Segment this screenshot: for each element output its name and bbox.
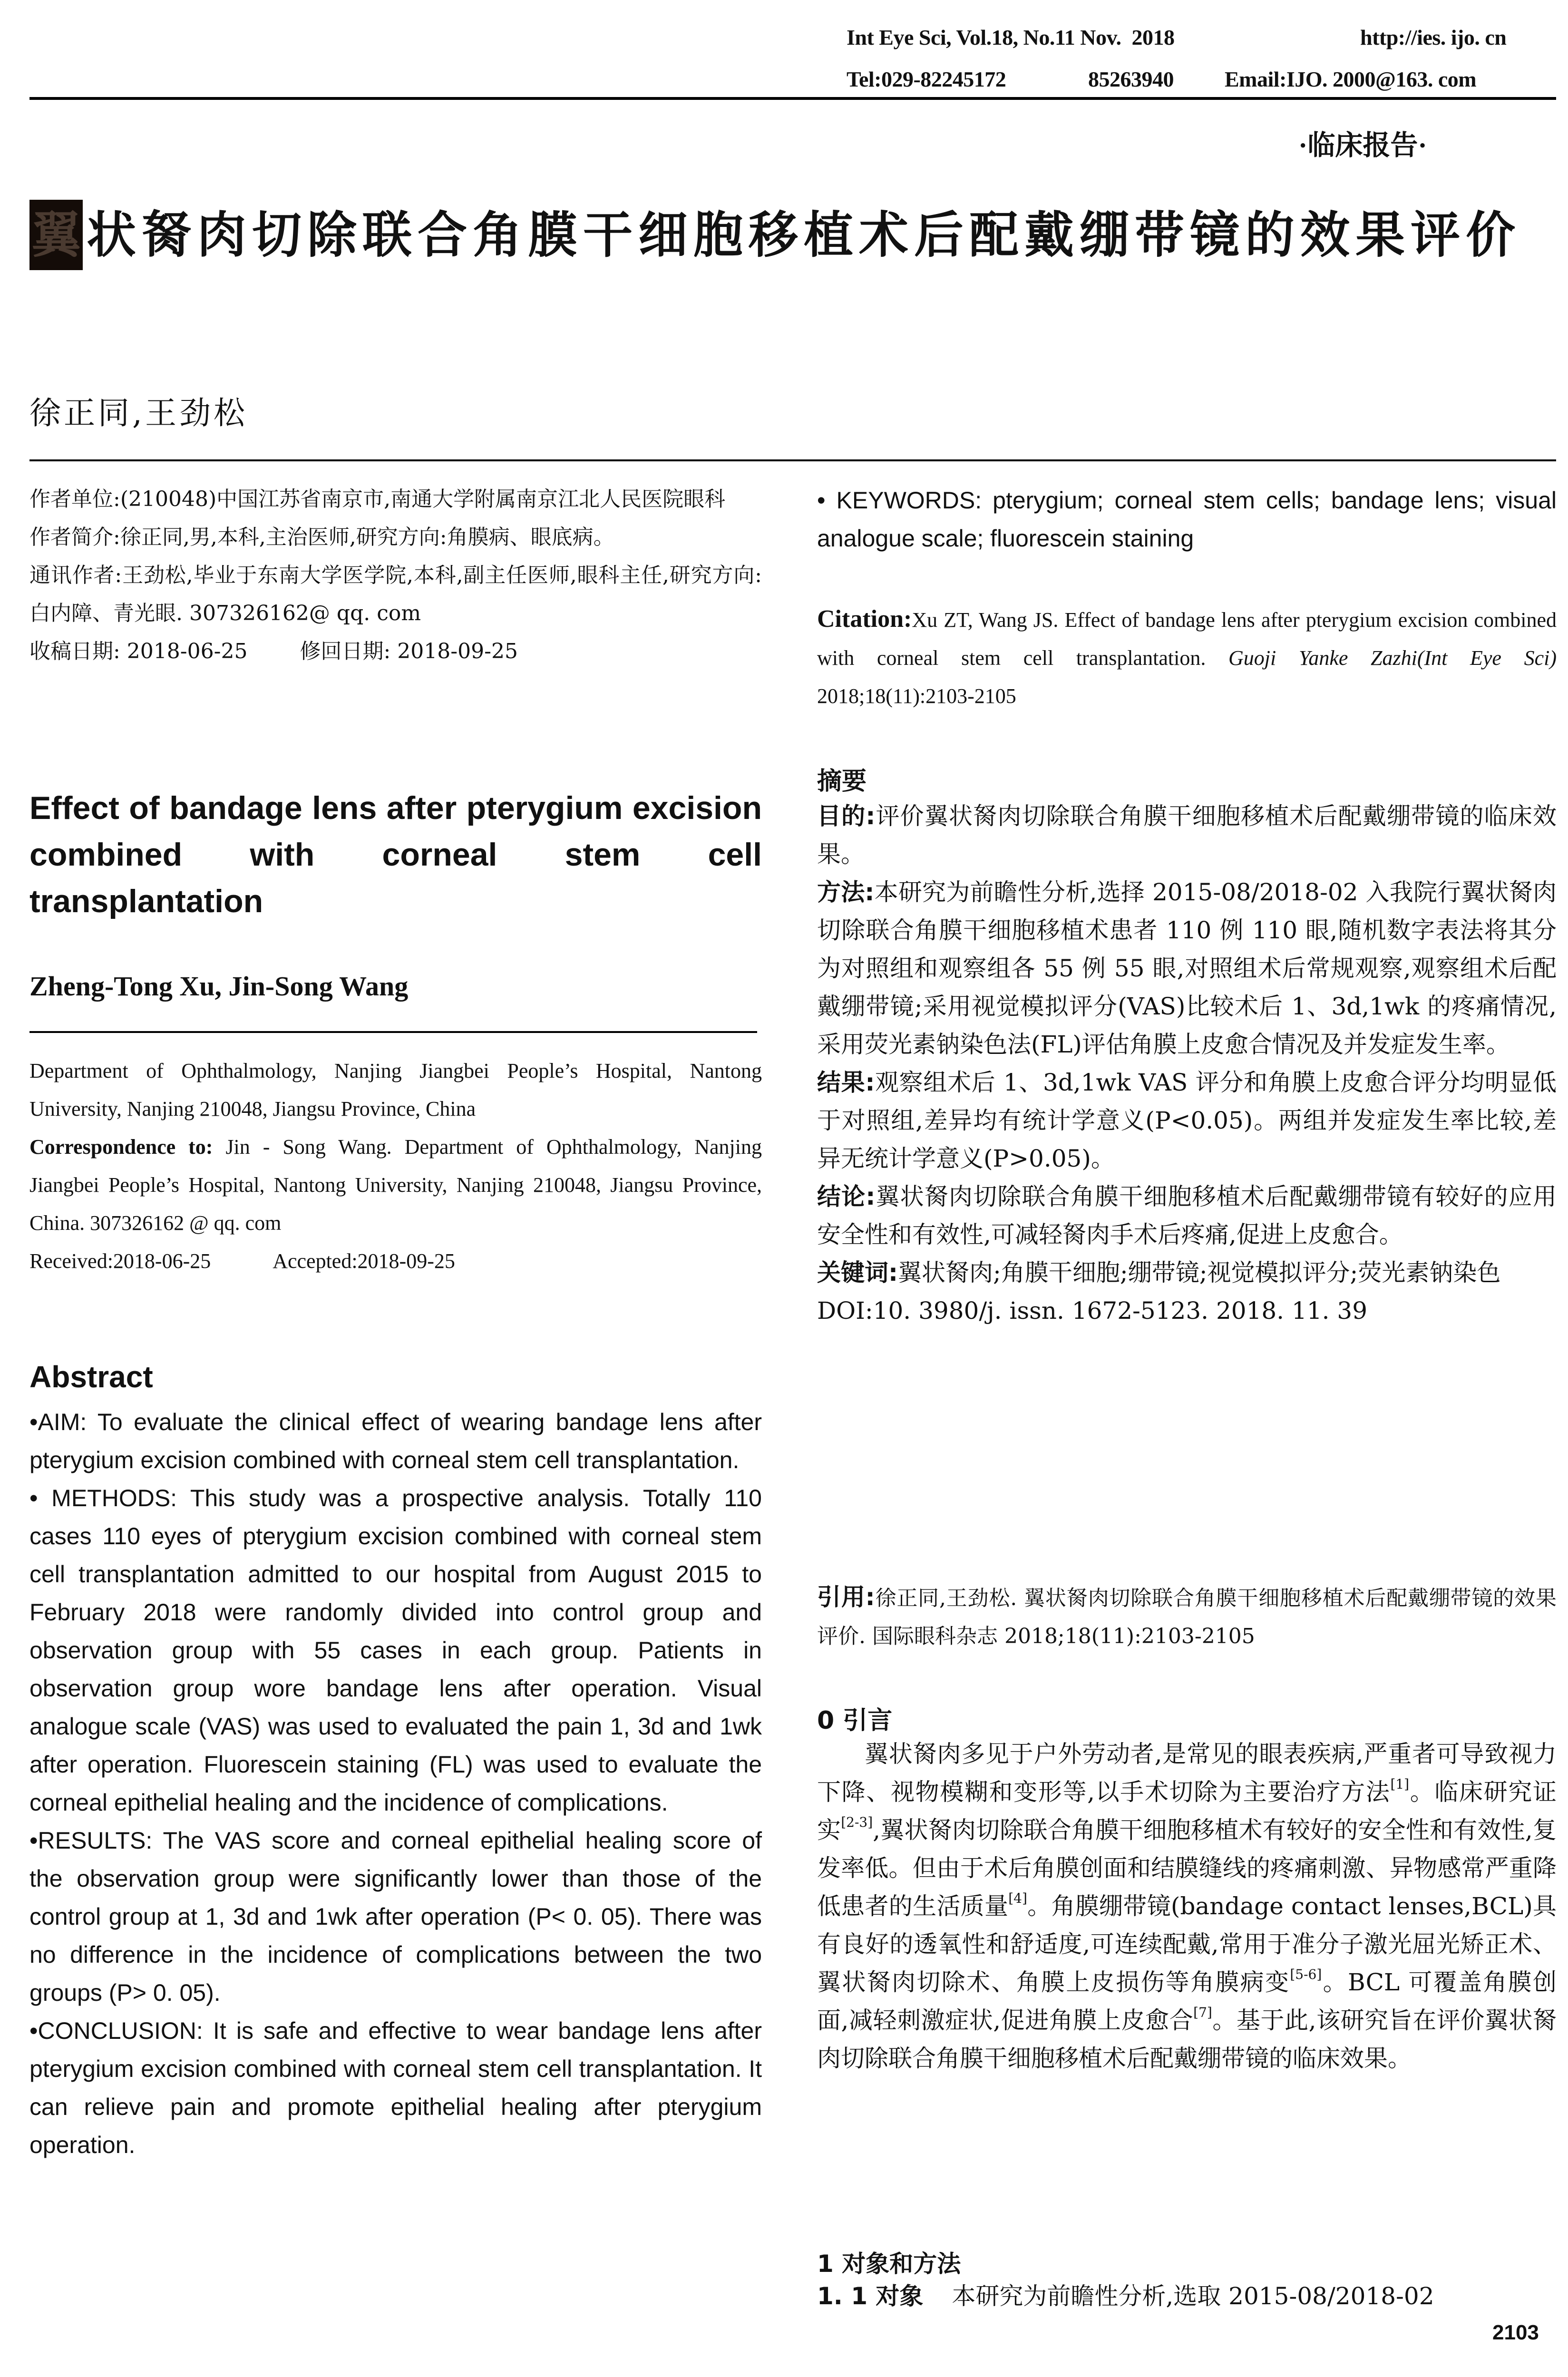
cn-methods-label: 方法: [817, 878, 875, 906]
cn-abstract-body [817, 797, 1557, 1330]
author-unit: 作者单位:(210048)中国江苏省南京市,南通大学附属南京江北人民医院眼科 [29, 487, 726, 511]
cn-methods [817, 873, 1557, 1063]
citation-journal: Guoji Yanke Zazhi(Int Eye Sci) [1228, 646, 1557, 670]
ref-5[interactable]: [7] [1193, 2005, 1212, 2020]
abstract-conclusion: •CONCLUSION: It is safe and effective to wear bandage lens after pterygium excision combined with corneal stem cell transplantation. It can relieve pain and promote epithelial healing after pterygium operation. [29, 2017, 762, 2158]
received-date-cn: 收稿日期: 2018-06-25 [29, 639, 248, 663]
intro-text-2: 。临床研究证实 [817, 1778, 1557, 1844]
authors-cn: 徐正同,王劲松 [29, 395, 248, 431]
citation-cn-text: 徐正同,王劲松. 翼状胬肉切除联合角膜干细胞移植术后配戴绷带镜的效果评价. 国际眼科杂志 2018;18(11):2103-2105 [817, 1586, 1557, 1648]
cn-aim [817, 797, 1557, 873]
abstract-heading: Abstract [29, 1360, 153, 1394]
cn-abstract-heading: 摘要 [817, 767, 867, 796]
abstract-methods: • METHODS: This study was a prospective analysis. Totally 110 cases 110 eyes of pterygium excision combined with corneal stem cell transplantation admitted to our hospital from August 2015 to February 2018 were randomly divided into control group and observation group with 55 cases in each group. Patients in observation group wore bandage lens after operation. Visual analogue scale (VAS) was used to evaluated the pain 1, 3d and 1wk after operation. Fluorescein staining (FL) was used to evaluate the corneal epithelial healing and the incidence of complications. [29, 1485, 762, 1816]
authors-rule [29, 1031, 757, 1033]
methods-subsection [817, 2277, 1557, 2315]
intro-heading: 0 引言 [817, 1706, 893, 1735]
cn-results [817, 1063, 1557, 1178]
title-text: 状胬肉切除联合角膜干细胞移植术后配戴绷带镜的效果评价 [87, 206, 1521, 264]
title-rule [29, 459, 1556, 461]
authors-en: Zheng-Tong Xu, Jin-Song Wang [29, 971, 409, 1002]
intro-text-3: ,翼状胬肉切除联合角膜干细胞移植术有较好的安全性和有效性,复发率低。但由于术后角膜创面和结膜缝线的疼痛刺激、异物感常严重降低患者的生活质量 [817, 1816, 1557, 1920]
journal-tel-2: 85263940 [1088, 67, 1174, 91]
affiliation-block [29, 1052, 762, 1280]
journal-volume-info: Int Eye Sci, Vol.18, No.11 Nov. 2018 [847, 25, 1175, 49]
citation-tail: 2018;18(11):2103-2105 [817, 684, 1016, 708]
author-bio: 作者简介:徐正同,男,本科,主治医师,研究方向:角膜病、眼底病。 [29, 525, 614, 549]
citation-en [817, 600, 1557, 715]
correspondence-text: Jin - Song Wang. Department of Ophthalmology, Nanjing Jiangbei People’s Hospital, Nantong University, Nanjing 210048, Jiangsu Province, China. 307326162 @ qq. com [29, 1135, 762, 1235]
cn-results-label: 结果: [817, 1069, 875, 1096]
methods-sub-text: 本研究为前瞻性分析,选取 2015-08/2018-02 [952, 2282, 1434, 2310]
cn-keywords-text: 翼状胬肉;角膜干细胞;绷带镜;视觉模拟评分;荧光素钠染色 [898, 1259, 1501, 1286]
intro-text-4: 。角膜绷带镜(bandage contact lenses,BCL)具有良好的透氧性和舒适度,可连续配戴,常用于准分子激光屈光矫正术、翼状胬肉切除术、角膜上皮损伤等角膜病变 [817, 1892, 1557, 1996]
article-title-en: Effect of bandage lens after pterygium excision combined with corneal stem cell transplantation [29, 790, 762, 919]
article-title-cn [29, 200, 1566, 270]
cn-keywords [817, 1254, 1557, 1292]
cn-conclusion [817, 1178, 1557, 1254]
page-number: 2103 [1492, 2321, 1539, 2344]
abstract-body [29, 1403, 762, 2164]
cn-aim-text: 评价翼状胬肉切除联合角膜干细胞移植术后配戴绷带镜的临床效果。 [817, 802, 1557, 868]
author-info-block [29, 480, 762, 671]
intro-paragraph [817, 1735, 1557, 2077]
cn-conclusion-text: 翼状胬肉切除联合角膜干细胞移植术后配戴绷带镜有较好的应用安全性和有效性,可减轻胬肉手术后疼痛,促进上皮愈合。 [817, 1183, 1557, 1248]
intro-text-5: 。BCL 可覆盖角膜创面,减轻刺激症状,促进角膜上皮愈合 [817, 1968, 1557, 2034]
citation-label: Citation: [817, 605, 912, 633]
correspondence-label: Correspondence to: [29, 1135, 213, 1159]
ref-4[interactable]: [5-6] [1290, 1967, 1322, 1982]
affiliation-en: Department of Ophthalmology, Nanjing Jiangbei People’s Hospital, Nantong University, Nanjing 210048, Jiangsu Province, China [29, 1059, 762, 1120]
cn-keywords-label: 关键词: [817, 1259, 898, 1286]
correspondence-en [29, 1128, 762, 1242]
cn-results-text: 观察组术后 1、3d,1wk VAS 评分和角膜上皮愈合评分均明显低于对照组,差异均有统计学意义(P<0.05)。两组并发症发生率比较,差异无统计学意义(P>0.05)。 [817, 1069, 1557, 1172]
revised-date-cn: 修回日期: 2018-09-25 [300, 639, 518, 663]
abstract-results: •RESULTS: The VAS score and corneal epithelial healing score of the observation group were significantly lower than those of the control group at 1, 3d and 1wk after operation (P< 0. 05). There was no difference in the incidence of complications between the two groups (P> 0. 05). [29, 1827, 762, 2006]
abstract-aim: •AIM: To evaluate the clinical effect of wearing bandage lens after pterygium excision combined with corneal stem cell transplantation. [29, 1409, 762, 1473]
dates-en [29, 1242, 762, 1280]
cn-conclusion-label: 结论: [817, 1183, 876, 1210]
intro-text-6: 。基于此,该研究旨在评价翼状胬肉切除联合角膜干细胞移植术后配戴绷带镜的临床效果。 [817, 2007, 1557, 2072]
ref-1[interactable]: [1] [1390, 1776, 1410, 1792]
citation-cn [817, 1578, 1557, 1656]
intro-text-1: 翼状胬肉多见于户外劳动者,是常见的眼表疾病,严重者可导致视力下降、视物模糊和变形等,以手术切除为主要治疗方法 [817, 1740, 1557, 1806]
header-rule [29, 97, 1556, 100]
citation-text: Xu ZT, Wang JS. Effect of bandage lens after pterygium excision combined with corneal stem cell transplantation. [817, 608, 1557, 670]
title-drop-cap: 翼 [29, 200, 83, 270]
ref-3[interactable]: [4] [1008, 1890, 1027, 1906]
cn-aim-label: 目的: [817, 802, 876, 830]
corresponding-author: 通讯作者:王劲松,毕业于东南大学医学院,本科,副主任医师,眼科主任,研究方向:白内障、青光眼. 307326162@ qq. com [29, 563, 762, 625]
dates-cn [29, 633, 762, 671]
journal-url[interactable]: http://ies. ijo. cn [1360, 25, 1507, 49]
methods-heading: 1 对象和方法 [817, 2250, 961, 2278]
journal-tel: Tel:029-82245172 [847, 67, 1006, 91]
methods-sub-label: 1. 1 对象 [817, 2282, 924, 2310]
received-date-en: Received:2018-06-25 [29, 1249, 211, 1273]
doi[interactable]: DOI:10. 3980/j. issn. 1672-5123. 2018. 11. 39 [817, 1297, 1368, 1325]
keywords-en: • KEYWORDS: pterygium; corneal stem cells; bandage lens; visual analogue scale; fluorescein staining [817, 487, 1557, 552]
column-tag: ·临床报告· [1298, 130, 1427, 161]
accepted-date-en: Accepted:2018-09-25 [273, 1249, 455, 1273]
journal-email[interactable]: Email:IJO. 2000@163. com [1225, 67, 1477, 91]
cn-methods-text: 本研究为前瞻性分析,选择 2015-08/2018-02 入我院行翼状胬肉切除联合角膜干细胞移植术患者 110 例 110 眼,随机数字表法将其分为对照组和观察组各 55 例 55 眼,对照组术后常规观察,观察组术后配戴绷带镜;采用视觉模拟评分(VAS)比较术后 1、3d,1wk 的疼痛情况,采用荧光素钠染色法(FL)评估角膜上皮愈合情况及并发症发生率。 [817, 878, 1557, 1058]
citation-cn-label: 引用: [817, 1583, 875, 1611]
ref-2[interactable]: [2-3] [841, 1814, 873, 1830]
